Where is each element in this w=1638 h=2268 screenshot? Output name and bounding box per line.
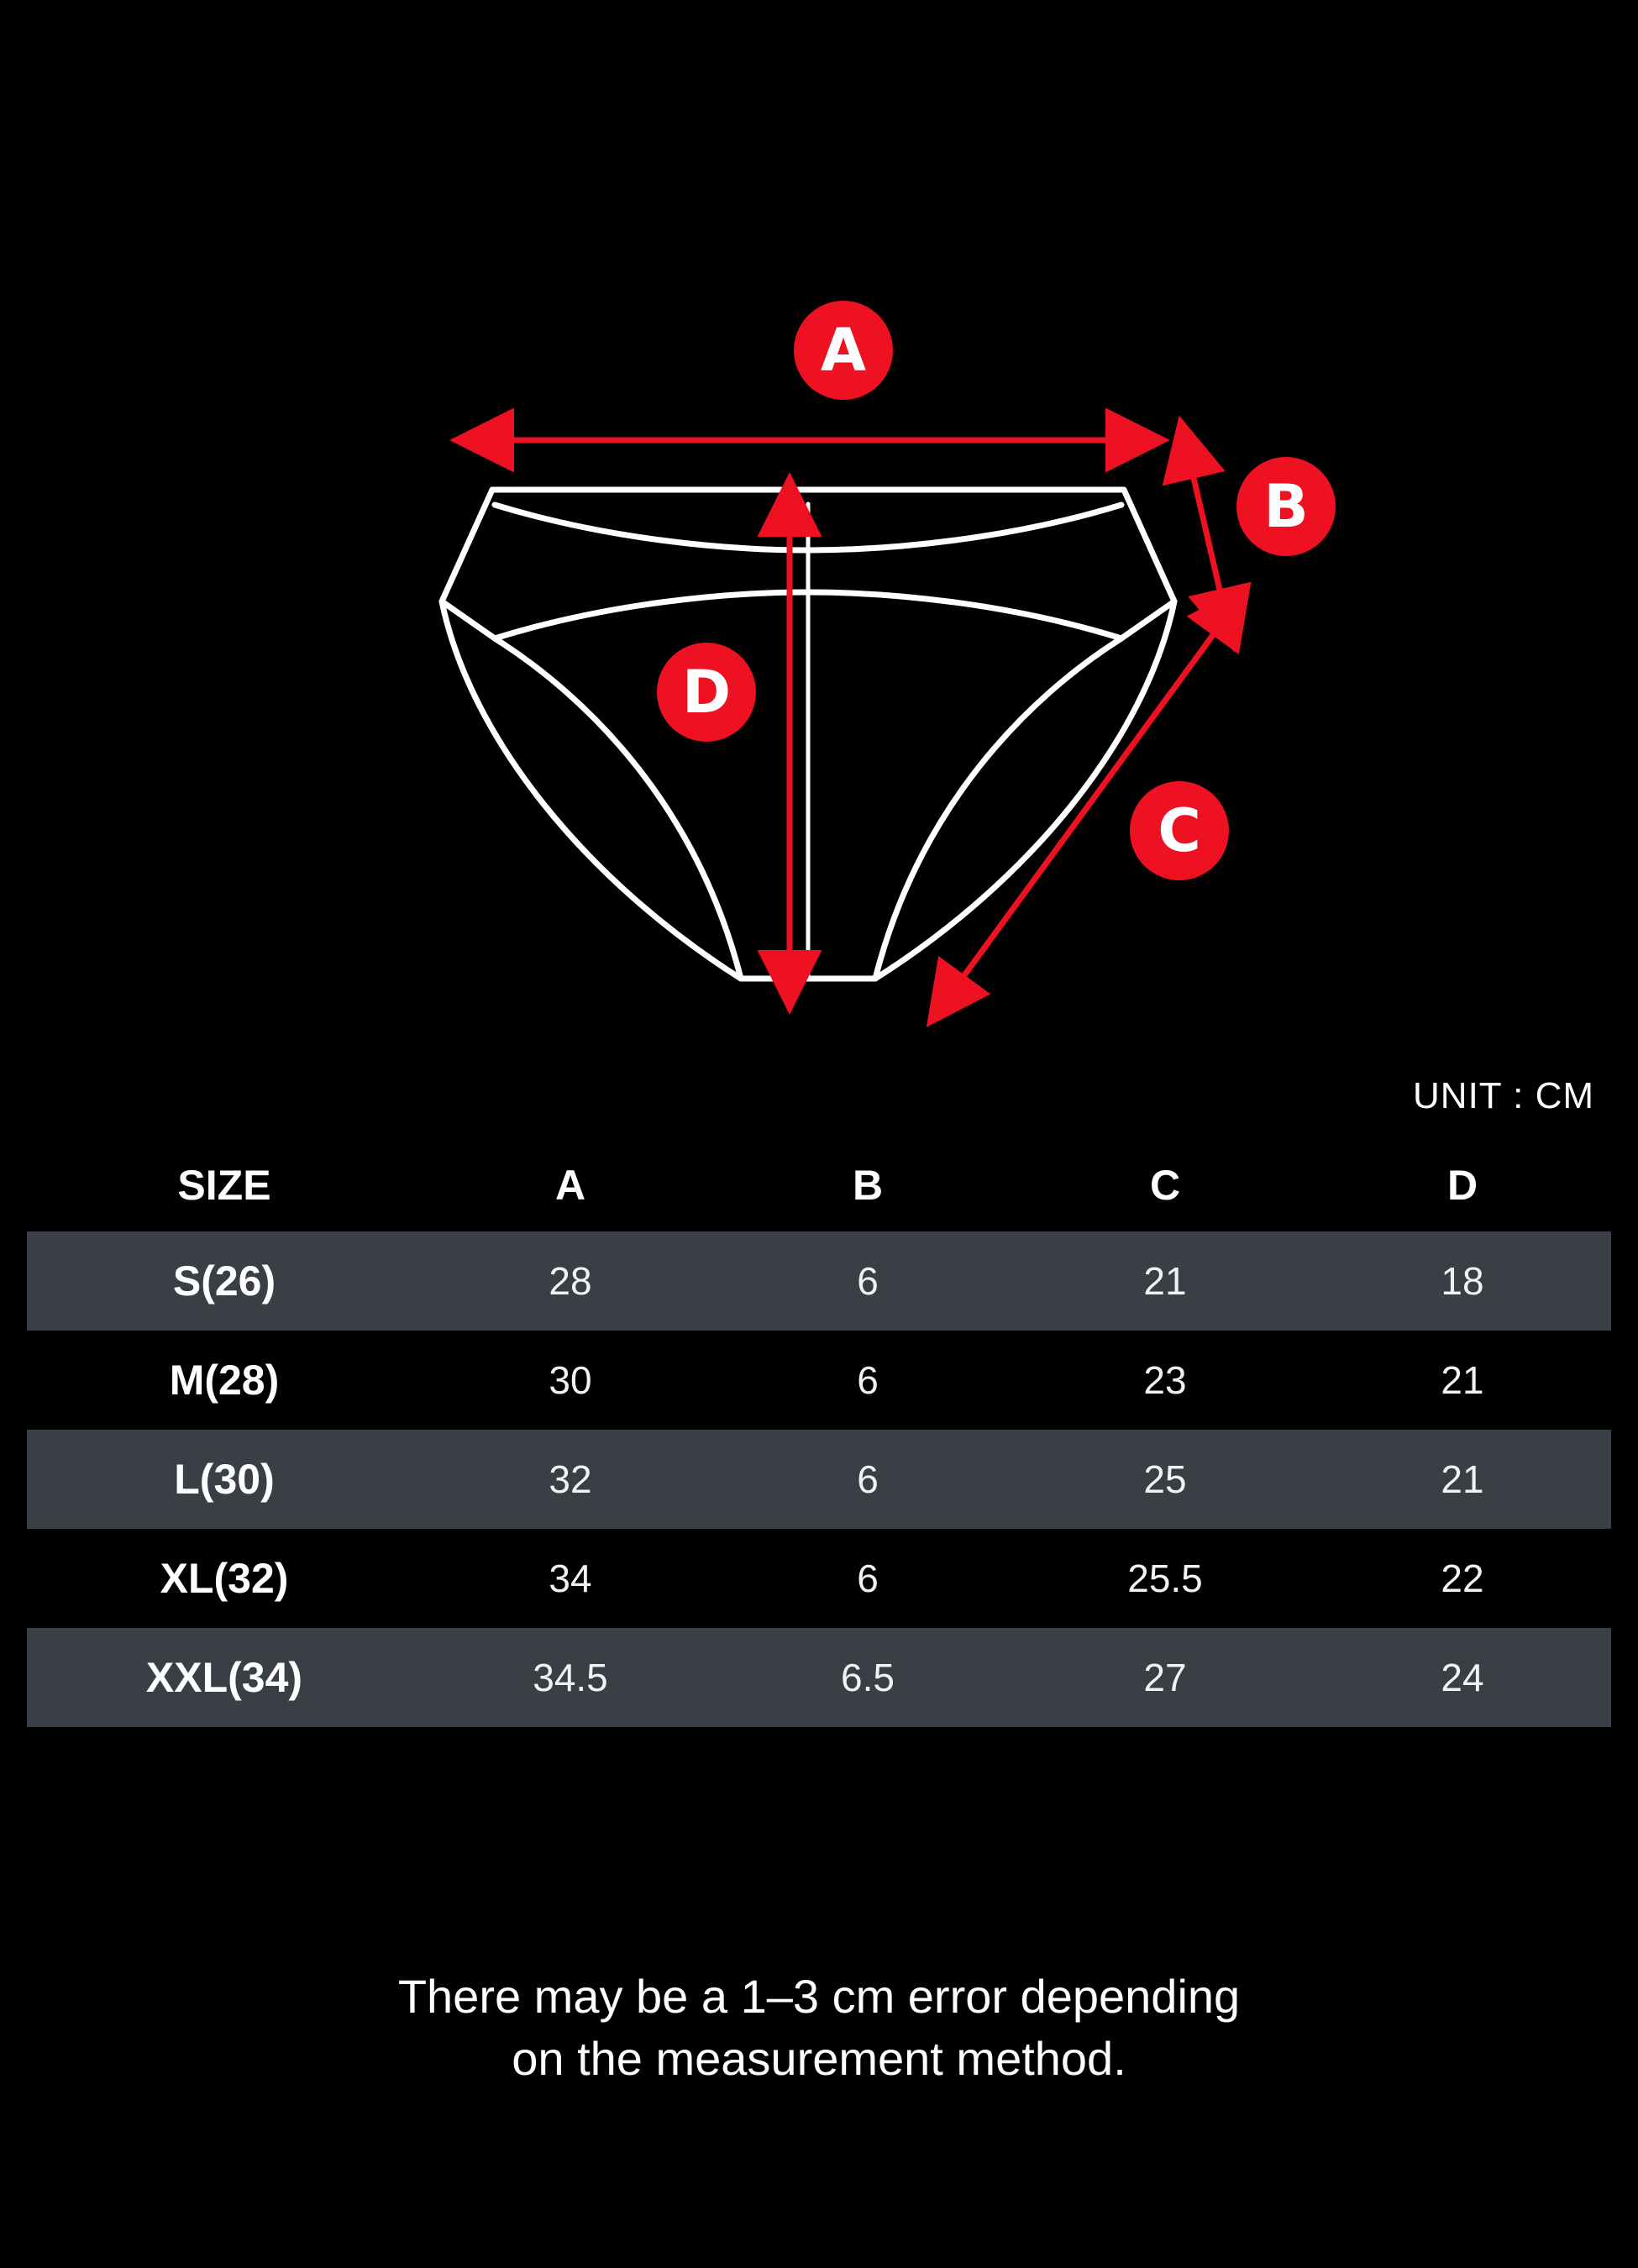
table-header-row: [27, 1151, 1611, 1231]
cell-b: 6: [857, 1259, 879, 1303]
cell-c: 25: [1143, 1457, 1187, 1501]
marker-d: [657, 643, 756, 742]
marker-a-label: A: [820, 316, 867, 385]
cell-c: 25.5: [1127, 1557, 1203, 1600]
marker-d-label: D: [681, 658, 732, 727]
dimension-line-b: [1191, 467, 1222, 601]
column-header-c: C: [1149, 1162, 1181, 1209]
disclaimer-line-2: on the measurement method.: [512, 2031, 1126, 2085]
marker-c: [1130, 781, 1229, 880]
cell-a: 34: [549, 1557, 592, 1600]
column-header-d: D: [1446, 1162, 1478, 1209]
measurement-diagram: [0, 0, 1638, 1042]
cell-b: 6: [857, 1457, 879, 1501]
table-row: [27, 1231, 1611, 1331]
disclaimer-line-1: There may be a 1–3 cm error depending: [397, 1970, 1241, 2023]
cell-a: 30: [549, 1358, 592, 1402]
cell-b: 6.5: [841, 1656, 895, 1699]
cell-size: S(26): [172, 1257, 276, 1305]
marker-b-label: B: [1263, 472, 1309, 541]
cell-size: XXL(34): [145, 1654, 303, 1701]
table-row: [27, 1430, 1611, 1529]
cell-d: 24: [1441, 1656, 1484, 1699]
column-header-size: SIZE: [177, 1162, 271, 1209]
cell-a: 32: [549, 1457, 592, 1501]
marker-a: [794, 301, 893, 400]
table-row: [27, 1628, 1611, 1727]
cell-b: 6: [857, 1557, 879, 1600]
cell-d: 18: [1441, 1259, 1484, 1303]
cell-c: 23: [1143, 1358, 1187, 1402]
cell-a: 34.5: [533, 1656, 608, 1699]
unit-label: UNIT : CM: [1413, 1075, 1594, 1116]
marker-c-label: C: [1158, 796, 1201, 865]
marker-b: [1236, 457, 1336, 556]
cell-d: 22: [1441, 1557, 1484, 1600]
cell-c: 21: [1143, 1259, 1187, 1303]
cell-size: M(28): [169, 1357, 280, 1404]
table-row: [27, 1529, 1611, 1628]
column-header-a: A: [554, 1162, 586, 1209]
cell-b: 6: [857, 1358, 879, 1402]
column-header-b: B: [852, 1162, 884, 1209]
briefs-outline-icon: [0, 0, 1638, 1042]
size-chart-table: [27, 1151, 1611, 1727]
measurement-disclaimer: [0, 1966, 1638, 2090]
cell-size: XL(32): [160, 1555, 289, 1602]
cell-c: 27: [1143, 1656, 1187, 1699]
cell-size: L(30): [174, 1456, 275, 1503]
cell-a: 28: [549, 1259, 592, 1303]
table-row: [27, 1331, 1611, 1430]
cell-d: 21: [1441, 1457, 1484, 1501]
cell-d: 21: [1441, 1358, 1484, 1402]
